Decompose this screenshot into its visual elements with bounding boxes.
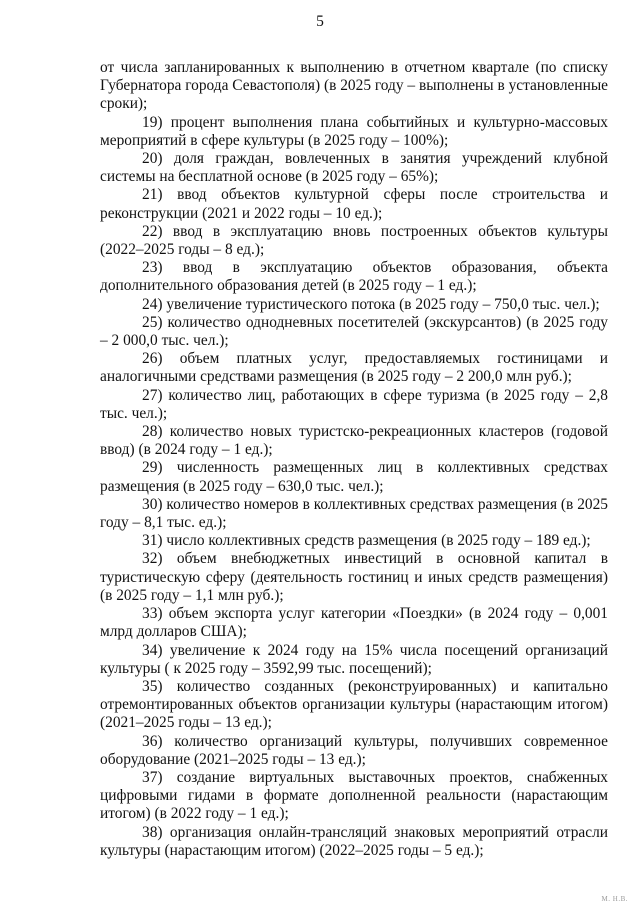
- list-item-29: 29) численность размещенных лиц в коллективных средствах размещения (в 2025 году – 630,0 тыс. чел.);: [100, 459, 608, 495]
- list-item-31: 31) число коллективных средств размещения (в 2025 году – 189 ед.);: [142, 532, 591, 550]
- list-item-30: 30) количество номеров в коллективных средствах размещения (в 2025 году – 8,1 тыс. ед.);: [100, 495, 608, 532]
- list-item-25: 25) количество однодневных посетителей (экскурсантов) (в 2025 году – 2 000,0 тыс. чел.);: [100, 313, 608, 350]
- list-item-33: 33) объем экспорта услуг категории «Поездки» (в 2024 году – 0,001 млрд долларов США);: [100, 605, 608, 641]
- list-item-19: 19) процент выполнения плана событийных и культурно-массовых мероприятий в сфере культуры (в 2025 году – 100%);: [100, 113, 608, 149]
- list-item-35: 35) количество созданных (реконструированных) и капитально отремонтированных объектов организации культуры (нарастающим итогом) (2021–2025 годы – 13 ед.);: [100, 677, 608, 732]
- list-item-32: 32) объем внебюджетных инвестиций в основной капитал в туристическую сферу (деятельность гостиниц и иных средств размещения) (в 2025 году – 1,1 млн руб.);: [100, 550, 608, 604]
- list-item-23: 23) ввод в эксплуатацию объектов образования, объекта дополнительного образования детей (в 2025 году – 1 ед.);: [100, 259, 608, 295]
- footer-code: M. H.B.: [601, 895, 628, 903]
- list-item-36: 36) количество организаций культуры, получивших современное оборудование (2021–2025 годы – 13 ед.);: [100, 732, 608, 768]
- list-item-26: 26) объем платных услуг, предоставляемых гостиницами и аналогичными средствами размещения (в 2025 году – 2 200,0 млн руб.);: [100, 350, 608, 386]
- list-item-38: 38) организация онлайн-трансляций знаковых мероприятий отрасли культуры (нарастающим итогом) (2022–2025 годы – 5 ед.);: [100, 823, 608, 859]
- document-body: [100, 59, 608, 860]
- list-item-34: 34) увеличение к 2024 году на 15% числа посещений организаций культуры ( к 2025 году – 3592,99 тыс. посещений);: [100, 641, 608, 677]
- list-item-24: 24) увеличение туристического потока (в 2025 году – 750,0 тыс. чел.);: [142, 295, 600, 313]
- list-item-37: 37) создание виртуальных выставочных проектов, снабженных цифровыми гидами в формате дополненной реальности (нарастающим итогом) (в 2022 году – 1 ед.);: [100, 768, 608, 823]
- list-item-22: 22) ввод в эксплуатацию вновь построенных объектов культуры (2022–2025 годы – 8 ед.);: [100, 222, 608, 259]
- page-number: 5: [316, 13, 324, 30]
- list-item-21: 21) ввод объектов культурной сферы после строительства и реконструкции (2021 и 2022 годы – 10 ед.);: [100, 186, 608, 222]
- list-item-27: 27) количество лиц, работающих в сфере туризма (в 2025 году – 2,8 тыс. чел.);: [100, 386, 608, 422]
- list-item-28: 28) количество новых туристско-рекреационных кластеров (годовой ввод) (в 2024 году – 1 ед.);: [100, 423, 608, 459]
- list-item-20: 20) доля граждан, вовлеченных в занятия учреждений клубной системы на бесплатной основе (в 2025 году – 65%);: [100, 150, 608, 186]
- paragraph-continuation: от числа запланированных к выполнению в отчетном квартале (по списку Губернатора города Севастополя) (в 2025 году – выполнены в установленные сроки);: [100, 59, 609, 113]
